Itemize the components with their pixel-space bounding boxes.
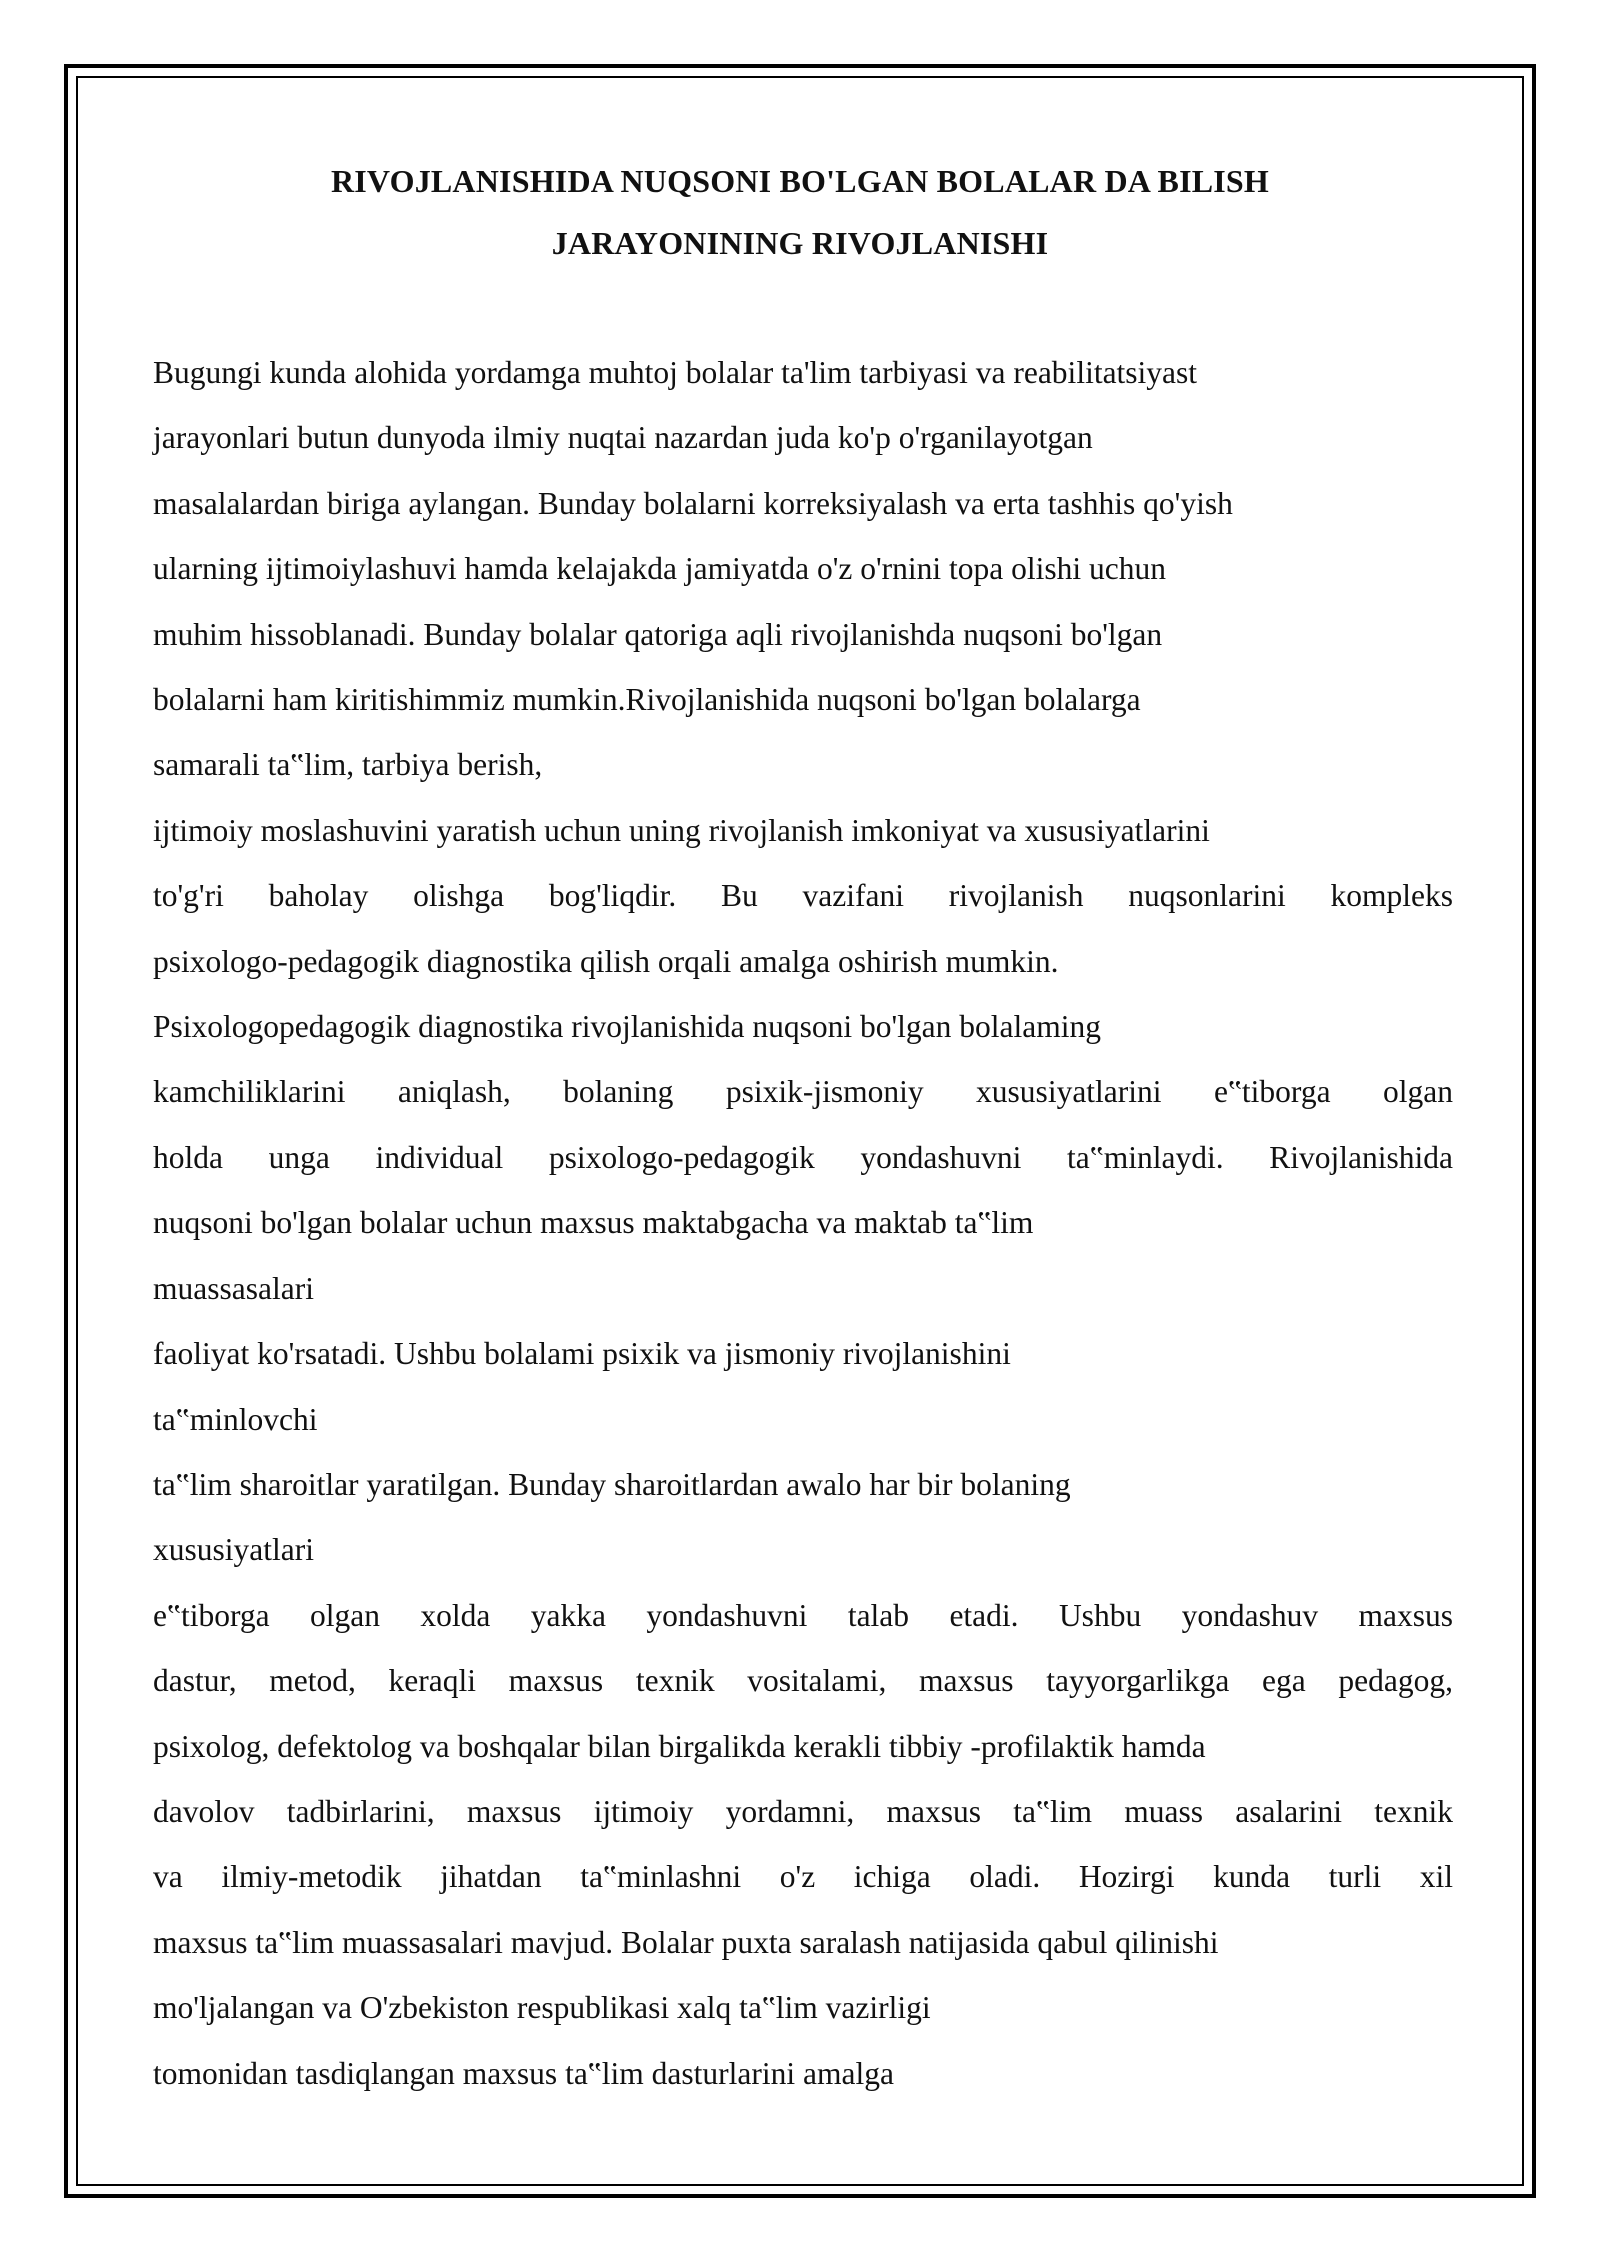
body-line: e‟tiborga olgan xolda yakka yondashuvni talab etadi. Ushbu yondashuv maxsus [153,1597,1453,1633]
body-line: to'g'ri baholay olishga bog'liqdir. Bu vazifani rivojlanish nuqsonlarini kompleks [153,878,1453,914]
body-line: ta‟lim sharoitlar yaratilgan. Bunday sharoitlardan awalo har bir bolaning [153,1466,1071,1502]
body-line: va ilmiy-metodik jihatdan ta‟minlashni o'z ichiga oladi. Hozirgi kunda turli xil [153,1859,1453,1895]
body-line: psixolog, defektolog va boshqalar bilan birgalikda kerakli tibbiy -profilaktik hamda [153,1728,1206,1764]
title-line-1: RIVOJLANISHIDA NUQSONI BO'LGAN BOLALAR DA BILISH [330,163,1270,199]
body-line: muassasalari [153,1270,314,1306]
body-line: nuqsoni bo'lgan bolalar uchun maxsus maktabgacha va maktab ta‟lim [153,1205,1034,1241]
body-line: jarayonlari butun dunyoda ilmiy nuqtai nazardan juda ko'p o'rganilayotgan [153,420,1093,456]
body-line: ta‟minlovchi [153,1401,318,1437]
body-line: masalalardan biriga aylangan. Bunday bolalarni korreksiyalash va erta tashhis qo'yish [153,485,1233,521]
body-line: tomonidan tasdiqlangan maxsus ta‟lim dasturlarini amalga [153,2055,894,2091]
document-body [153,340,1453,2106]
body-line: faoliyat ko'rsatadi. Ushbu bolalami psixik va jismoniy rivojlanishini [153,1336,1011,1372]
body-line: dastur, metod, keraqli maxsus texnik vositalami, maxsus tayyorgarlikga ega pedagog, [153,1663,1453,1699]
body-line: holda unga individual psixologo-pedagogik yondashuvni ta‟minlaydi. Rivojlanishida [153,1139,1453,1175]
body-line: muhim hissoblanadi. Bunday bolalar qatoriga aqli rivojlanishda nuqsoni bo'lgan [153,616,1163,652]
body-line: mo'ljalangan va O'zbekiston respublikasi xalq ta‟lim vazirligi [153,1990,931,2026]
body-line: psixologo-pedagogik diagnostika qilish orqali amalga oshirish mumkin. [153,943,1059,979]
title-line-2: JARAYONINING RIVOJLANISHI [551,225,1049,261]
body-line: bolalarni ham kiritishimmiz mumkin.Rivojlanishida nuqsoni bo'lgan bolalarga [153,682,1141,718]
body-line: ijtimoiy moslashuvini yaratish uchun uning rivojlanish imkoniyat va xususiyatlarini [153,812,1210,848]
body-line: xususiyatlari [153,1532,314,1568]
body-line: Bugungi kunda alohida yordamga muhtoj bolalar ta'lim tarbiyasi va reabilitatsiyast [153,355,1198,390]
document-title [150,150,1450,274]
body-line: kamchiliklarini aniqlash, bolaning psixik-jismoniy xususiyatlarini e‟tiborga olgan [153,1074,1453,1110]
body-line: maxsus ta‟lim muassasalari mavjud. Bolalar puxta saralash natijasida qabul qilinishi [153,1924,1219,1960]
body-line: davolov tadbirlarini, maxsus ijtimoiy yordamni, maxsus ta‟lim muass asalarini texnik [153,1793,1453,1829]
body-line: samarali ta‟lim, tarbiya berish, [153,747,543,783]
body-line: ularning ijtimoiylashuvi hamda kelajakda jamiyatda o'z o'rnini topa olishi uchun [153,551,1166,587]
body-line: Psixologopedagogik diagnostika rivojlanishida nuqsoni bo'lgan bolalaming [153,1009,1101,1045]
